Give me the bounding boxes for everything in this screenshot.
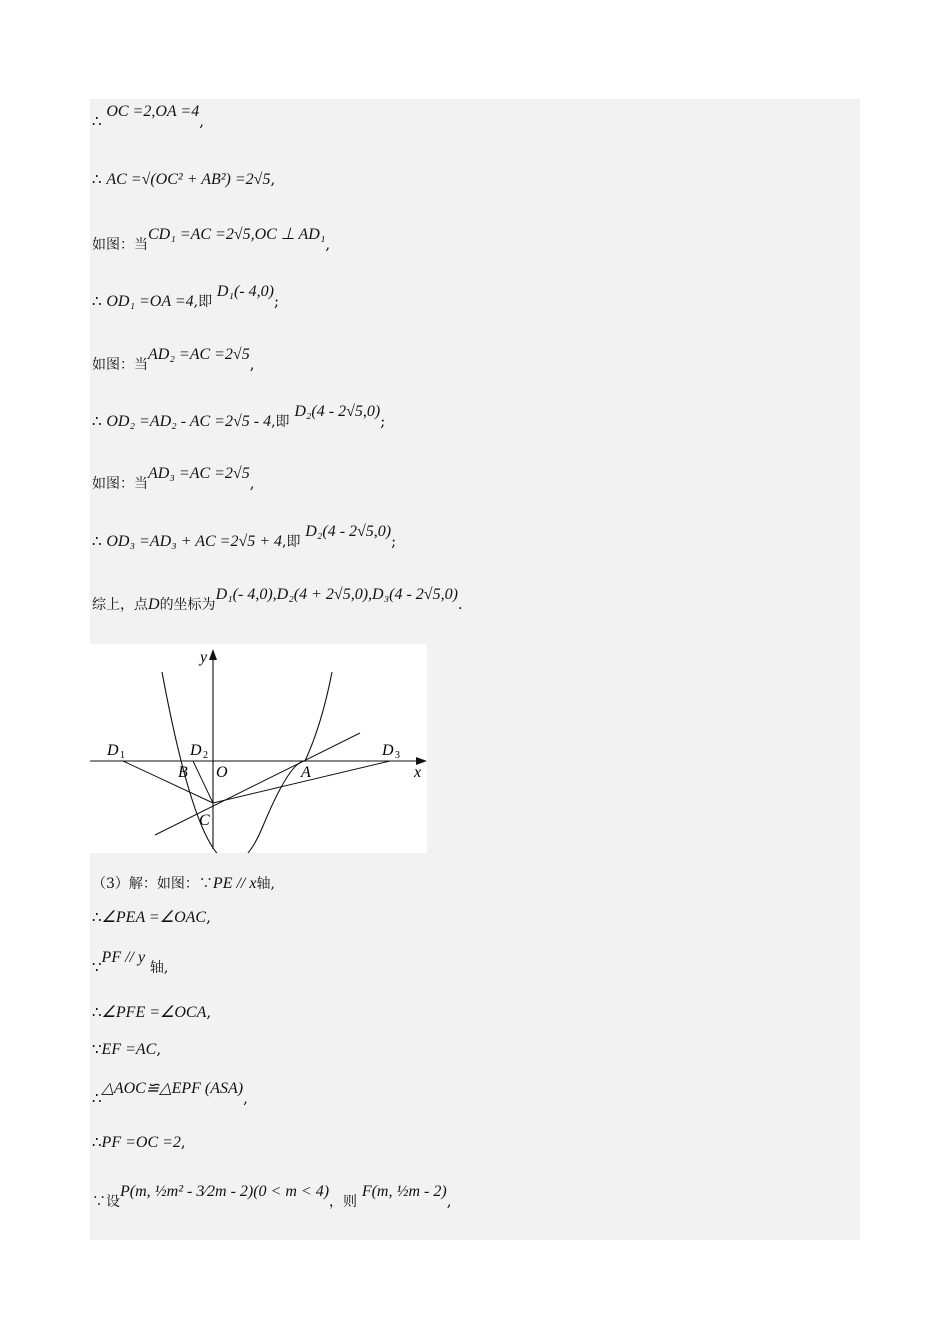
part3-line-3: ∵PF // y 轴, <box>92 949 169 976</box>
figure-svg <box>90 644 427 853</box>
label-d2-sub: 2 <box>203 750 208 761</box>
label-a: A <box>301 764 311 781</box>
parabola-curve <box>162 672 332 853</box>
label-b: B <box>178 764 188 781</box>
line-od1: ∴ OD₁ =OA =4,即 D₁(- 4,0); <box>92 283 280 310</box>
parabola-figure <box>90 644 427 853</box>
line-summary: 综上，点D的坐标为D₁(- 4,0),D₂(4 + 2√5,0),D₃(4 - 2√5,0). <box>92 586 463 613</box>
line-cd1: 如图：当CD₁ =AC =2√5,OC ⊥ AD₁, <box>92 226 331 253</box>
part3-line-8: ∵设P(m, ½m² - 3⁄2m - 2)(0 < m < 4)，则 F(m, ½m - 2), <box>92 1183 452 1210</box>
line-ad2: 如图：当AD₂ =AC =2√5, <box>92 346 255 373</box>
label-d2: D <box>190 742 202 759</box>
line-oc-oa: ∴ OC =2,OA =4, <box>92 103 204 130</box>
label-d1: D <box>107 742 119 759</box>
line-ca <box>155 733 360 835</box>
line-cd2 <box>193 761 213 803</box>
label-d3-sub: 3 <box>395 750 400 761</box>
label-x: x <box>414 764 422 781</box>
label-y: y <box>200 649 208 666</box>
label-d3: D <box>382 742 394 759</box>
line-od3: ∴ OD₃ =AD₃ + AC =2√5 + 4,即 D₂(4 - 2√5,0); <box>92 523 397 550</box>
line-ac: ∴ AC =√(OC² + AB²) =2√5, <box>92 170 276 188</box>
part3-line-1: （3）解：如图：∵PE // x轴, <box>92 875 275 892</box>
part3-line-4: ∴∠PFE =∠OCA, <box>92 1003 212 1021</box>
part3-line-5: ∵EF =AC, <box>92 1040 162 1058</box>
line-od2: ∴ OD₂ =AD₂ - AC =2√5 - 4,即 D₂(4 - 2√5,0); <box>92 403 386 430</box>
part3-line-6: ∴△AOC≌△EPF (ASA), <box>92 1080 248 1107</box>
part3-line-2: ∴∠PEA =∠OAC, <box>92 908 211 926</box>
y-axis-arrow <box>209 649 217 660</box>
label-d1-sub: 1 <box>120 750 125 761</box>
label-o: O <box>216 764 228 781</box>
line-cd1 <box>123 761 213 803</box>
line-ad3: 如图：当AD₃ =AC =2√5, <box>92 465 255 492</box>
part3-line-7: ∴PF =OC =2, <box>92 1133 186 1151</box>
label-c: C <box>199 812 210 829</box>
